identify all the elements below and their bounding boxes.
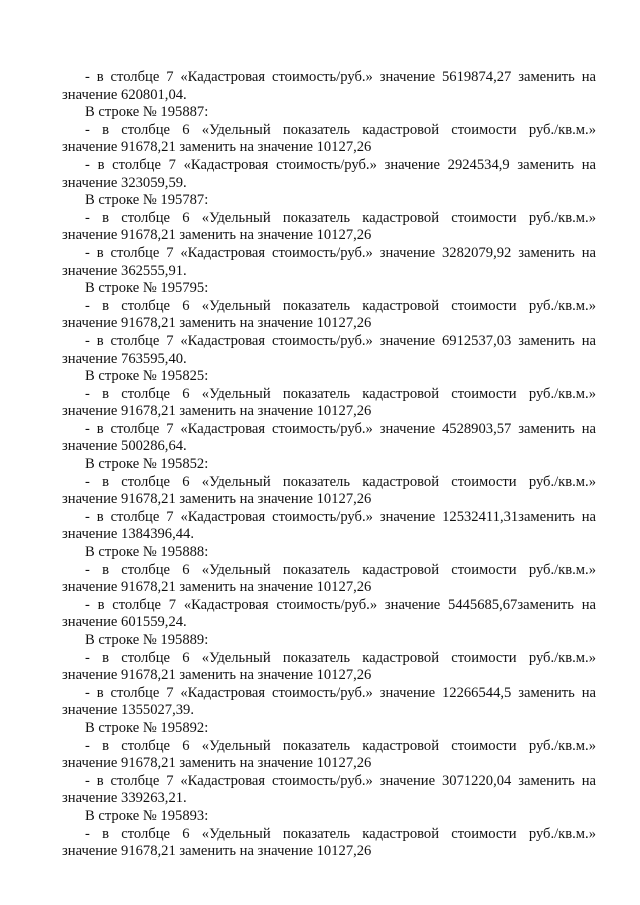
row-heading: В строке № 195893: — [85, 807, 209, 824]
row-heading: В строке № 195888: — [85, 544, 209, 561]
continuation-line: значение 1355027,39. — [62, 702, 194, 719]
amendment-line: - в столбце 6 «Удельный показатель кадастровой стоимости руб./кв.м.» — [85, 385, 596, 402]
continuation-line: значение 91678,21 заменить на значение 10127,26 — [62, 315, 372, 332]
row-heading: В строке № 195825: — [85, 368, 209, 385]
continuation-line: значение 500286,64. — [62, 438, 187, 455]
amendment-line: - в столбце 6 «Удельный показатель кадастровой стоимости руб./кв.м.» — [85, 561, 596, 578]
amendment-line: - в столбце 7 «Кадастровая стоимость/руб.» значение 3282079,92 заменить на — [85, 244, 596, 261]
continuation-line: значение 362555,91. — [62, 262, 187, 279]
amendment-line: - в столбце 7 «Кадастровая стоимость/руб.» значение 4528903,57 заменить на — [85, 420, 596, 437]
continuation-line: значение 1384396,44. — [62, 526, 194, 543]
amendment-line: - в столбце 7 «Кадастровая стоимость/руб.» значение 5619874,27 заменить на — [85, 69, 596, 85]
row-heading: В строке № 195787: — [85, 192, 209, 209]
continuation-line: значение 91678,21 заменить на значение 10127,26 — [62, 667, 372, 684]
continuation-line: значение 91678,21 заменить на значение 10127,26 — [62, 403, 372, 420]
row-heading: В строке № 195795: — [85, 280, 209, 297]
row-heading: В строке № 195887: — [85, 104, 209, 121]
amendment-line: - в столбце 7 «Кадастровая стоимость/руб.» значение 2924534,9 заменить на — [85, 156, 596, 173]
continuation-line: значение 91678,21 заменить на значение 10127,26 — [62, 491, 372, 508]
document-page — [62, 69, 596, 861]
continuation-line: значение 601559,24. — [62, 614, 187, 631]
continuation-line: значение 323059,59. — [62, 174, 187, 191]
amendment-line: - в столбце 6 «Удельный показатель кадастровой стоимости руб./кв.м.» — [85, 737, 596, 754]
amendment-line: - в столбце 7 «Кадастровая стоимость/руб.» значение 12532411,31заменить на — [85, 508, 596, 525]
amendment-line: - в столбце 6 «Удельный показатель кадастровой стоимости руб./кв.м.» — [85, 649, 596, 666]
amendment-line: - в столбце 7 «Кадастровая стоимость/руб.» значение 5445685,67заменить на — [85, 596, 596, 613]
amendment-line: - в столбце 7 «Кадастровая стоимость/руб.» значение 6912537,03 заменить на — [85, 332, 596, 349]
amendment-line: - в столбце 6 «Удельный показатель кадастровой стоимости руб./кв.м.» — [85, 121, 596, 138]
continuation-line: значение 91678,21 заменить на значение 10127,26 — [62, 579, 372, 596]
amendment-line: - в столбце 7 «Кадастровая стоимость/руб.» значение 3071220,04 заменить на — [85, 772, 596, 789]
continuation-line: значение 763595,40. — [62, 350, 187, 367]
amendment-line: - в столбце 6 «Удельный показатель кадастровой стоимости руб./кв.м.» — [85, 297, 596, 314]
amendment-line: - в столбце 7 «Кадастровая стоимость/руб.» значение 12266544,5 заменить на — [85, 684, 596, 701]
amendment-line: - в столбце 6 «Удельный показатель кадастровой стоимости руб./кв.м.» — [85, 825, 596, 842]
continuation-line: значение 91678,21 заменить на значение 10127,26 — [62, 843, 372, 860]
continuation-line: значение 91678,21 заменить на значение 10127,26 — [62, 227, 372, 244]
row-heading: В строке № 195892: — [85, 719, 209, 736]
amendment-line: - в столбце 6 «Удельный показатель кадастровой стоимости руб./кв.м.» — [85, 473, 596, 490]
row-heading: В строке № 195852: — [85, 456, 209, 473]
continuation-line: значение 91678,21 заменить на значение 10127,26 — [62, 139, 372, 156]
continuation-line: значение 91678,21 заменить на значение 10127,26 — [62, 755, 372, 772]
row-heading: В строке № 195889: — [85, 632, 209, 648]
continuation-line: значение 620801,04. — [62, 86, 187, 103]
amendment-line: - в столбце 6 «Удельный показатель кадастровой стоимости руб./кв.м.» — [85, 209, 596, 226]
continuation-line: значение 339263,21. — [62, 790, 187, 807]
